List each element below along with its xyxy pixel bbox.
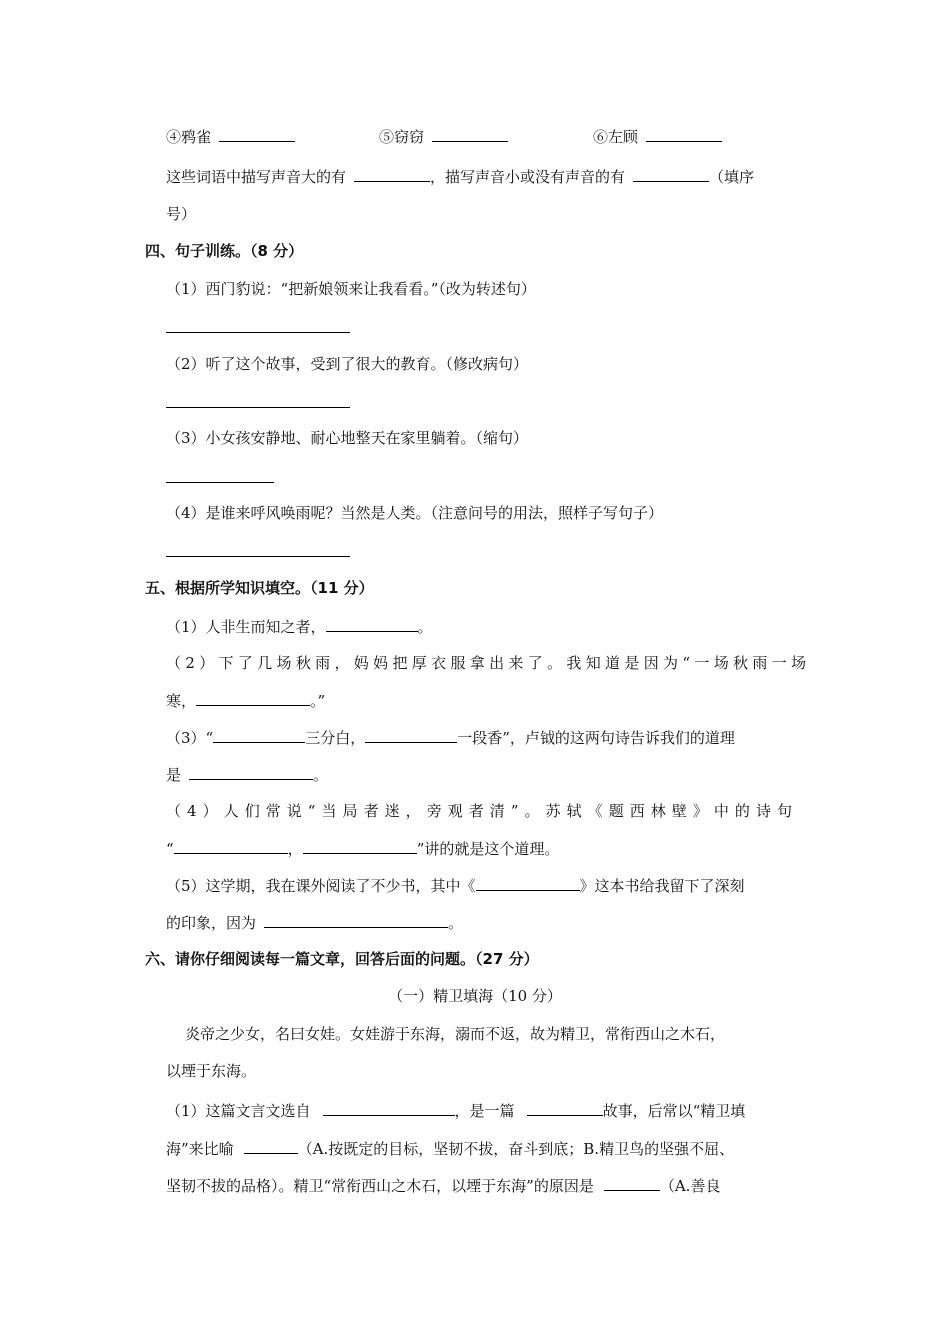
q5-item-4: （4）人们常说“当局者迷，旁观者清”。苏轼《题西林壁》中的诗句 [166,802,792,820]
q4-sentence-3: （3）小女孩安静地、耐心地整天在家里躺着。（缩句） [166,429,529,447]
q4-sentence-4: （4）是谁来呼风唤雨呢？当然是人类。（注意问号的用法，照样子写句子） [166,504,664,522]
answer-blank[interactable] [264,912,448,928]
q6-question-1: （1）这篇文言文选自 ，是一篇 故事，后常以“精卫填 [166,1102,746,1120]
q5-item-3: （3）“ 三分白， 一段香”，卢钺的这两句诗告诉我们的道理 [166,729,735,747]
word-item-6: ⑥左顾 [593,126,722,147]
q5-item-2: （2）下了几场秋雨，妈妈把厚衣服拿出来了。我知道是因为“一场秋雨一场 [166,654,806,672]
answer-blank[interactable] [213,727,305,743]
answer-line[interactable] [166,332,350,333]
passage-paragraph-cont: 以堙于东海。 [166,1062,257,1080]
answer-blank[interactable] [219,126,295,142]
q5-item-1: （1）人非生而知之者， 。 [166,618,433,636]
answer-blank[interactable] [196,690,310,706]
answer-blank[interactable] [174,838,288,854]
answer-line[interactable] [166,482,274,483]
section-4-title: 四、句子训练。（8 分） [145,242,304,260]
answer-blank[interactable] [323,1100,455,1116]
q3-instruction-cont: 号） [166,205,197,223]
passage-paragraph: 炎帝之少女，名曰女娃。女娃游于东海，溺而不返，故为精卫，常衔西山之木石， [185,1025,726,1043]
q6-question-1-cont2: 坚韧不拔的品格）。精卫“常衔西山之木石，以堙于东海”的原因是 （A.善良 [166,1177,721,1195]
answer-blank[interactable] [244,1138,298,1154]
q5-item-3-cont: 是 。 [166,766,329,784]
q4-sentence-1: （1）西门豹说：“把新娘领来让我看看。”（改为转述句） [166,280,536,298]
q3-instruction: 这些词语中描写声音大的有 ，描写声音小或没有声音的有 （填序 [166,168,755,186]
answer-blank[interactable] [633,166,709,182]
answer-blank[interactable] [646,126,722,142]
answer-blank[interactable] [354,166,430,182]
answer-line[interactable] [166,556,350,557]
q5-item-5-cont: 的印象，因为 。 [166,914,464,932]
q5-item-4-cont: “ ， ”讲的就是这个道理。 [166,840,560,858]
answer-blank[interactable] [432,126,508,142]
word-item-5: ⑤窃窃 [379,126,508,147]
answer-line[interactable] [166,407,350,408]
section-6-title: 六、请你仔细阅读每一篇文章，回答后面的问题。（27 分） [145,950,539,968]
passage-title: （一）精卫填海（10 分） [388,987,562,1005]
q6-question-1-cont: 海”来比喻 （A.按既定的目标，坚韧不拔，奋斗到底；B.精卫鸟的坚强不屈、 [166,1140,735,1158]
answer-blank[interactable] [303,838,417,854]
answer-blank[interactable] [476,875,580,891]
answer-blank[interactable] [527,1100,603,1116]
answer-blank[interactable] [326,616,418,632]
q4-sentence-2: （2）听了这个故事，受到了很大的教育。（修改病句） [166,355,529,373]
answer-blank[interactable] [189,764,313,780]
q5-item-5: （5）这学期，我在课外阅读了不少书，其中《 》这本书给我留下了深刻 [166,877,745,895]
q5-item-2-cont: 寒， 。” [166,692,326,710]
answer-blank[interactable] [604,1175,660,1191]
word-item-4: ④鸦雀 [166,126,295,147]
answer-blank[interactable] [365,727,457,743]
section-5-title: 五、根据所学知识填空。（11 分） [145,579,374,597]
